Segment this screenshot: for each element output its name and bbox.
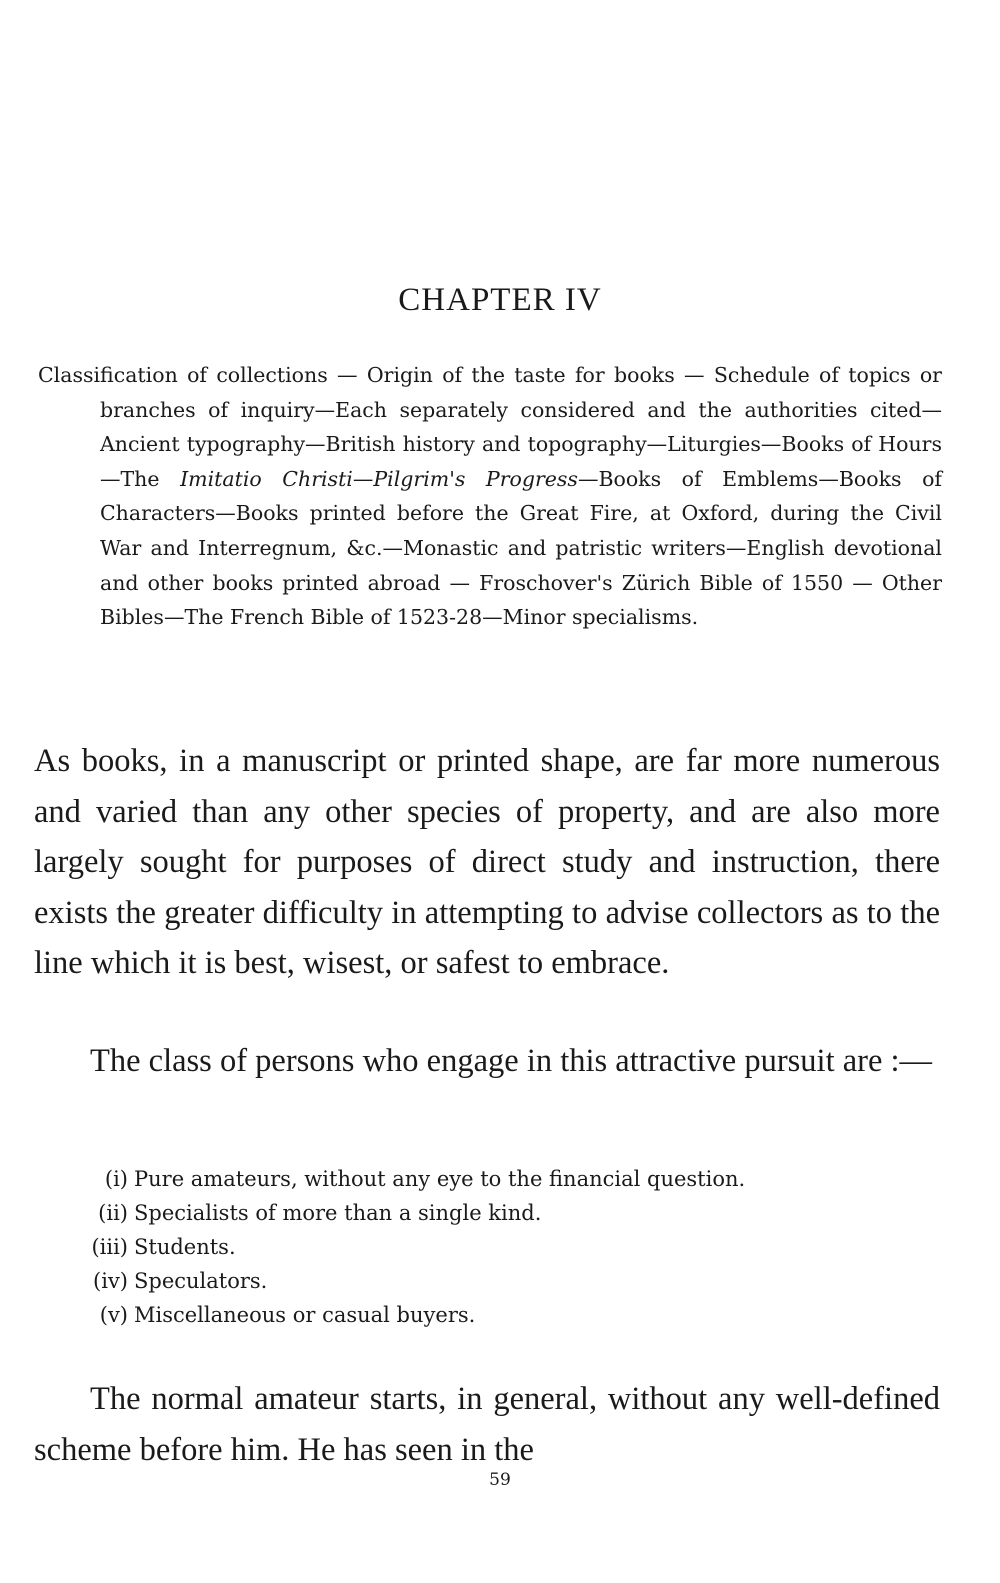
list-item	[70, 1162, 950, 1196]
summary-dash: —	[352, 466, 374, 491]
list-item-number: (v)	[99, 1303, 128, 1327]
chapter-heading: CHAPTER IV	[398, 282, 602, 318]
list-item	[70, 1230, 950, 1264]
summary-text-1: Classification of collections — Origin of the taste for books — Schedule of topics or branches of inquiry—Each separately considered and the authorities cited—Ancient typography—British history and topography—Liturgies—Books of Hours—The	[38, 363, 942, 491]
chapter-summary	[38, 358, 942, 635]
body-paragraph-3: The normal amateur starts, in general, without any well-defined scheme before him. He has seen in the	[34, 1381, 940, 1468]
list-item	[70, 1196, 950, 1230]
list-item-text: Miscellaneous or casual buyers.	[134, 1303, 476, 1327]
list-item-text: Students.	[134, 1235, 236, 1259]
page-number: 59	[489, 1470, 511, 1490]
body-paragraph-2: The class of persons who engage in this attractive pursuit are :—	[90, 1043, 933, 1079]
list-item-number: (iii)	[91, 1235, 128, 1259]
list-item-text: Speculators.	[134, 1269, 268, 1293]
summary-italic-pilgrims: Pilgrim's Progress	[373, 466, 578, 491]
list-item	[70, 1298, 950, 1332]
list-item-number: (i)	[104, 1167, 128, 1191]
collector-class-list	[70, 1162, 950, 1332]
list-item-text: Pure amateurs, without any eye to the financial question.	[134, 1167, 746, 1191]
summary-italic-imitatio: Imitatio Christi	[180, 466, 353, 491]
body-paragraph-1: As books, in a manuscript or printed shape, are far more numerous and varied than any other species of property, and are also more largely sought for purposes of direct study and instruction, there exists the greater difficulty in attempting to advise collectors as to the line which it is best, wisest, or safest to embrace.	[34, 743, 940, 981]
list-item-number: (ii)	[98, 1201, 128, 1225]
summary-text-2: —Books of Emblems—Books of Characters—Books printed before the Great Fire, at Oxford, during the Civil War and Interregnum, &c.—Monastic and patristic writers—English devotional and other books printed abroad — Froschover's Zürich Bible of 1550 — Other Bibles—The French Bible of 1523-28—Minor specialisms.	[100, 466, 943, 630]
list-item	[70, 1264, 950, 1298]
list-item-number: (iv)	[93, 1269, 128, 1293]
list-item-text: Specialists of more than a single kind.	[134, 1201, 542, 1225]
